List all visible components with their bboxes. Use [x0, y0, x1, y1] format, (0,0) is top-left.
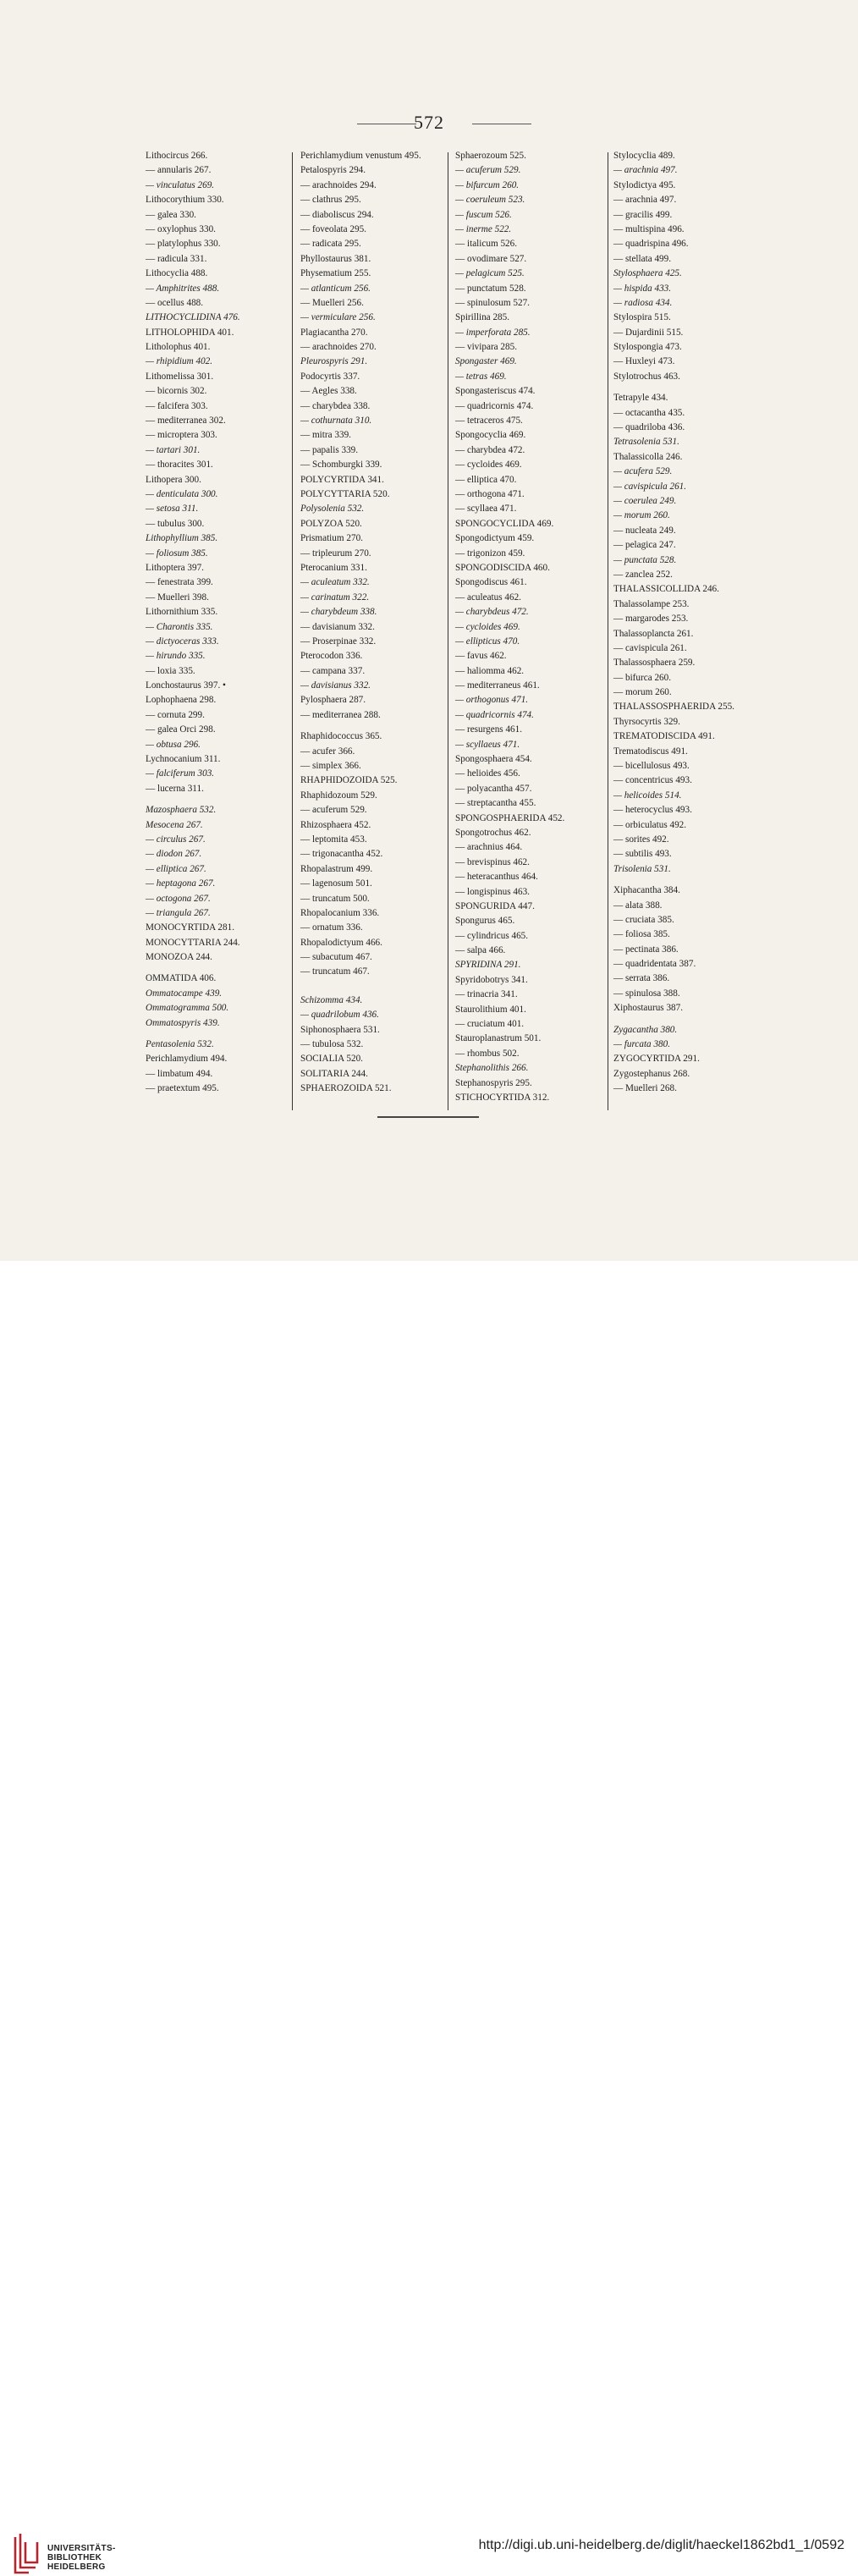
index-entry: Lithomelissa 301.: [146, 371, 214, 382]
index-entry: Trisolenia 531.: [613, 863, 671, 874]
index-entry: — coerulea 249.: [613, 495, 677, 506]
index-column-4: [613, 149, 734, 1097]
index-entry: — polyacantha 457.: [455, 783, 532, 794]
column-separator: [292, 152, 293, 1110]
index-column-1: [146, 149, 240, 1097]
index-entry: Spongurus 465.: [455, 916, 515, 927]
index-entry: Spongosphaera 454.: [455, 754, 532, 765]
index-entry: — scyllaea 471.: [455, 504, 517, 515]
index-entry: — coeruleum 523.: [455, 195, 525, 206]
index-entry: — quadrispina 496.: [613, 239, 689, 250]
index-entry: Lychnocanium 311.: [146, 754, 221, 765]
index-entry: — bicellulosus 493.: [613, 761, 690, 772]
index-entry: — mediterranea 288.: [300, 709, 381, 720]
index-entry: Pleurospyris 291.: [300, 356, 368, 367]
index-entry: — orthogonus 471.: [455, 695, 529, 706]
index-entry: — ovodimare 527.: [455, 253, 527, 264]
index-entry: — concentricus 493.: [613, 775, 692, 786]
index-entry: Stylodictya 495.: [613, 179, 676, 190]
index-entry: — radicula 331.: [146, 253, 207, 264]
index-entry: Pylosphaera 287.: [300, 695, 366, 706]
index-entry: Stylospongia 473.: [613, 342, 682, 353]
index-entry: Spyridobotrys 341.: [455, 974, 528, 985]
index-entry: Lithocyclia 488.: [146, 268, 208, 279]
index-column-2: [300, 149, 421, 1097]
index-entry: — clathrus 295.: [300, 195, 361, 206]
index-entry: — resurgens 461.: [455, 724, 523, 735]
index-entry: — denticulata 300.: [146, 488, 218, 499]
index-entry: Zygacantha 380.: [613, 1024, 678, 1035]
index-entry: — haliomma 462.: [455, 665, 525, 676]
index-entry: — charybdea 472.: [455, 444, 525, 455]
index-entry: Ommatogramma 500.: [146, 1003, 229, 1014]
index-entry: THALASSOSPHAERIDA 255.: [613, 702, 734, 713]
index-entry: Petalospyris 294.: [300, 165, 366, 176]
index-entry: Thalassosphaera 259.: [613, 658, 696, 669]
index-entry: SOLITARIA 244.: [300, 1068, 368, 1079]
index-entry: — triangula 267.: [146, 907, 211, 918]
index-entry: Spongodictyum 459.: [455, 533, 535, 544]
index-entry: — aculeatum 332.: [300, 577, 370, 588]
index-entry: — stellata 499.: [613, 253, 672, 264]
index-entry: — cavispicula 261.: [613, 642, 687, 653]
entry-gap: [300, 980, 421, 987]
source-url[interactable]: http://digi.ub.uni-heidelberg.de/diglit/haeckel1862bd1_1/0592: [478, 2538, 844, 2552]
index-entry: — sorites 492.: [613, 834, 669, 845]
index-entry: — simplex 366.: [300, 761, 361, 772]
index-entry: — cornuta 299.: [146, 709, 205, 720]
index-entry: Stephanospyris 295.: [455, 1077, 532, 1088]
index-entry: — orbiculatus 492.: [613, 819, 687, 830]
index-entry: — inerme 522.: [455, 223, 512, 234]
entry-gap: [613, 877, 734, 883]
index-entry: — praetextum 495.: [146, 1083, 219, 1094]
index-entry: Thalassicolla 246.: [613, 451, 683, 462]
index-entry: — galea 330.: [146, 209, 196, 220]
index-entry: — tartari 301.: [146, 444, 201, 455]
entry-gap: [146, 796, 240, 803]
index-entry: THALASSICOLLIDA 246.: [613, 584, 719, 595]
index-entry: — spinulosa 388.: [613, 988, 680, 999]
index-entry: Spongotrochus 462.: [455, 827, 531, 838]
index-entry: — quadricornis 474.: [455, 709, 534, 720]
page-number: 572: [414, 112, 444, 133]
index-entry: — cothurnata 310.: [300, 416, 372, 427]
index-entry: OMMATIDA 406.: [146, 973, 217, 984]
index-entry: Litholophus 401.: [146, 342, 211, 353]
index-entry: Physematium 255.: [300, 268, 371, 279]
index-entry: — cruciatum 401.: [455, 1019, 525, 1030]
index-entry: Rhopalastrum 499.: [300, 863, 373, 874]
index-entry: — subacutum 467.: [300, 952, 372, 963]
index-entry: Ommatospyris 439.: [146, 1017, 220, 1028]
index-entry: Pterocodon 336.: [300, 651, 363, 662]
index-entry: Sphaerozoum 525.: [455, 151, 526, 161]
index-entry: — cruciata 385.: [613, 914, 674, 925]
index-entry: — annularis 267.: [146, 165, 212, 176]
index-entry: STICHOCYRTIDA 312.: [455, 1093, 550, 1103]
index-entry: — charybdea 338.: [300, 400, 371, 411]
index-entry: Thalassolampe 253.: [613, 598, 690, 609]
index-entry: Stephanolithis 266.: [455, 1063, 529, 1074]
index-entry: — truncatum 500.: [300, 893, 370, 904]
index-entry: — tubulus 300.: [146, 518, 205, 529]
index-entry: Lithopera 300.: [146, 474, 201, 485]
index-entry: Lithoptera 397.: [146, 562, 204, 573]
index-entry: — trigonacantha 452.: [300, 849, 383, 860]
entry-gap: [146, 1031, 240, 1038]
index-entry: Phyllostaurus 381.: [300, 253, 371, 264]
index-entry: MONOZOA 244.: [146, 952, 212, 963]
index-entry: — trigonizon 459.: [455, 548, 525, 559]
index-entry: — punctatum 528.: [455, 283, 526, 294]
index-entry: — favus 462.: [455, 651, 507, 662]
index-entry: — lagenosum 501.: [300, 878, 372, 889]
index-entry: — fenestrata 399.: [146, 577, 213, 588]
index-entry: Perichlamydium venustum 495.: [300, 151, 421, 161]
index-entry: SPONGURIDA 447.: [455, 900, 535, 911]
viewer-footer: [0, 1261, 858, 2572]
index-entry: Xiphostaurus 387.: [613, 1003, 684, 1014]
index-entry: — longispinus 463.: [455, 886, 530, 897]
index-entry: Spongasteriscus 474.: [455, 386, 536, 397]
index-entry: Perichlamydium 494.: [146, 1054, 228, 1065]
index-entry: — foliosum 385.: [146, 548, 208, 559]
index-entry: — rhombus 502.: [455, 1048, 520, 1059]
index-entry: — scyllaeus 471.: [455, 739, 520, 750]
index-entry: — vivipara 285.: [455, 342, 518, 353]
index-entry: — heterocyclus 493.: [613, 805, 692, 816]
index-entry: — tetras 469.: [455, 371, 507, 382]
index-entry: — arachnia 497.: [613, 195, 677, 206]
index-entry: RHAPHIDOZOIDA 525.: [300, 775, 398, 786]
index-entry: Trematodiscus 491.: [613, 746, 688, 757]
index-entry: — truncatum 467.: [300, 966, 370, 977]
bottom-rule: [377, 1116, 479, 1118]
index-entry: — quadridentata 387.: [613, 959, 696, 970]
index-entry: Mazosphaera 532.: [146, 805, 217, 816]
library-name: UNIVERSITÄTS- BIBLIOTHEK HEIDELBERG: [47, 2544, 116, 2572]
entry-gap: [300, 987, 421, 994]
index-entry: SPONGODISCIDA 460.: [455, 562, 550, 573]
index-entry: — Muelleri 256.: [300, 297, 364, 308]
index-entry: — obtusa 296.: [146, 739, 201, 750]
index-entry: — arachnoides 270.: [300, 342, 377, 353]
index-entry: — heptagona 267.: [146, 878, 216, 889]
index-entry: — vermiculare 256.: [300, 312, 376, 323]
index-entry: — falcifera 303.: [146, 400, 208, 411]
index-entry: — spinulosum 527.: [455, 297, 530, 308]
index-entry: — papalis 339.: [300, 444, 359, 455]
index-entry: Polysolenia 532.: [300, 504, 365, 515]
index-entry: SOCIALIA 520.: [300, 1054, 363, 1065]
index-entry: — bicornis 302.: [146, 386, 207, 397]
index-entry: — oxylophus 330.: [146, 223, 216, 234]
index-entry: — trinacria 341.: [455, 989, 518, 1000]
index-entry: — elliptica 470.: [455, 474, 517, 485]
index-entry: — foliosa 385.: [613, 929, 670, 940]
index-entry: — microptera 303.: [146, 430, 217, 441]
index-entry: — loxia 335.: [146, 665, 195, 676]
index-entry: — arachnius 464.: [455, 842, 523, 853]
index-entry: Stylotrochus 463.: [613, 371, 680, 382]
index-entry: TREMATODISCIDA 491.: [613, 731, 715, 742]
index-entry: — Muelleri 268.: [613, 1083, 677, 1094]
index-entry: — charybdeus 472.: [455, 607, 529, 618]
index-entry: POLYCYTTARIA 520.: [300, 488, 390, 499]
index-entry: Rhaphidococcus 365.: [300, 731, 382, 742]
index-entry: — helioides 456.: [455, 768, 520, 779]
index-entry: — margarodes 253.: [613, 614, 689, 625]
index-entry: Spongocyclia 469.: [455, 430, 526, 441]
index-entry: — foveolata 295.: [300, 223, 366, 234]
index-entry: SPONGOSPHAERIDA 452.: [455, 812, 565, 823]
index-entry: — Dujardinii 515.: [613, 327, 684, 338]
index-entry: — tetraceros 475.: [455, 416, 523, 427]
index-entry: — aculeatus 462.: [455, 592, 521, 603]
index-entry: — davisianus 332.: [300, 680, 371, 691]
index-entry: — ornatum 336.: [300, 922, 363, 933]
index-entry: — campana 337.: [300, 665, 366, 676]
index-entry: — Proserpinae 332.: [300, 636, 377, 647]
index-entry: Staurolithium 401.: [455, 1004, 526, 1015]
index-column-3: [455, 149, 564, 1105]
entry-gap: [613, 384, 734, 391]
index-entry: MONOCYTTARIA 244.: [146, 937, 240, 948]
index-entry: — bifurcum 260.: [455, 179, 520, 190]
index-entry: — fuscum 526.: [455, 209, 512, 220]
index-entry: Rhaphidozoum 529.: [300, 790, 377, 801]
index-entry: LITHOLOPHIDA 401.: [146, 327, 234, 338]
index-entry: — brevispinus 462.: [455, 856, 530, 867]
index-entry: — Charontis 335.: [146, 621, 213, 632]
index-entry: POLYZOA 520.: [300, 518, 362, 529]
index-entry: — mediterranea 302.: [146, 416, 226, 427]
index-entry: Siphonosphaera 531.: [300, 1024, 380, 1035]
index-entry: — setosa 311.: [146, 504, 199, 515]
index-entry: Lophophaena 298.: [146, 695, 217, 706]
index-entry: Thalassoplancta 261.: [613, 628, 694, 639]
index-entry: Stauroplanastrum 501.: [455, 1033, 542, 1044]
index-entry: — elliptica 267.: [146, 863, 206, 874]
index-entry: — vinculatus 269.: [146, 179, 215, 190]
index-entry: — galea Orci 298.: [146, 724, 216, 735]
index-entry: — orthogona 471.: [455, 488, 525, 499]
index-entry: — dictyoceras 333.: [146, 636, 219, 647]
index-entry: — radiosa 434.: [613, 297, 673, 308]
index-entry: Rhopalocanium 336.: [300, 907, 380, 918]
index-entry: — quadrilobum 436.: [300, 1010, 379, 1021]
index-entry: — pelagica 247.: [613, 540, 676, 551]
index-entry: — gracilis 499.: [613, 209, 673, 220]
index-entry: Tetrapyle 434.: [613, 393, 668, 404]
index-entry: Tetrasolenia 531.: [613, 437, 679, 448]
index-entry: — octogona 267.: [146, 893, 211, 904]
index-entry: — leptomita 453.: [300, 834, 367, 845]
index-entry: Plagiacantha 270.: [300, 327, 368, 338]
index-entry: — heteracanthus 464.: [455, 872, 538, 883]
index-entry: — thoracites 301.: [146, 460, 213, 471]
index-entry: — punctata 528.: [613, 554, 677, 565]
index-entry: — multispina 496.: [613, 223, 685, 234]
index-entry: — platylophus 330.: [146, 239, 221, 250]
entry-gap: [300, 723, 421, 729]
index-entry: — circulus 267.: [146, 834, 206, 845]
index-entry: — lucerna 311.: [146, 783, 204, 794]
entry-gap: [613, 1016, 734, 1023]
index-entry: — acufer 366.: [300, 746, 355, 757]
index-entry: Rhizosphaera 452.: [300, 819, 371, 830]
index-entry: — helicoides 514.: [613, 790, 682, 801]
index-entry: Spirillina 285.: [455, 312, 510, 323]
index-entry: Spongodiscus 461.: [455, 577, 527, 588]
index-entry: Rhopalodictyum 466.: [300, 937, 382, 948]
index-entry: Lithocircus 266.: [146, 151, 208, 161]
index-entry: — arachnia 497.: [613, 165, 678, 176]
index-entry: — acuferum 529.: [455, 165, 521, 176]
index-entry: Spongaster 469.: [455, 356, 517, 367]
index-entry: — cylindricus 465.: [455, 930, 529, 941]
index-entry: — radicata 295.: [300, 239, 361, 250]
index-entry: — Amphitrites 488.: [146, 283, 220, 294]
index-entry: — streptacantha 455.: [455, 798, 536, 809]
index-entry: Ommatocampe 439.: [146, 988, 223, 999]
index-entry: Lithophyllium 385.: [146, 533, 218, 544]
index-entry: — zanclea 252.: [613, 569, 673, 580]
index-entry: — italicum 526.: [455, 239, 518, 250]
index-entry: Thyrsocyrtis 329.: [613, 716, 680, 727]
index-entry: — furcata 380.: [613, 1039, 671, 1050]
index-entry: — davisianum 332.: [300, 621, 375, 632]
index-entry: Prismatium 270.: [300, 533, 363, 544]
index-entry: — diaboliscus 294.: [300, 209, 374, 220]
index-entry: — mediterraneus 461.: [455, 680, 540, 691]
index-entry: — tripleurum 270.: [300, 548, 371, 559]
index-entry: — ellipticus 470.: [455, 636, 520, 647]
index-entry: Mesocena 267.: [146, 819, 203, 830]
index-entry: — cavispicula 261.: [613, 481, 687, 492]
index-entry: — falciferum 303.: [146, 768, 215, 779]
index-entry: POLYCYRTIDA 341.: [300, 474, 384, 485]
index-entry: — atlanticum 256.: [300, 283, 371, 294]
index-entry: SPONGOCYCLIDA 469.: [455, 518, 554, 529]
index-entry: Zygostephanus 268.: [613, 1068, 690, 1079]
index-entry: — nucleata 249.: [613, 525, 676, 536]
index-entry: — tubulosa 532.: [300, 1039, 364, 1050]
index-entry: Lithornithium 335.: [146, 607, 218, 618]
index-entry: — limbatum 494.: [146, 1068, 213, 1079]
index-entry: — Schomburgki 339.: [300, 460, 382, 471]
index-entry: Lithocorythium 330.: [146, 195, 224, 206]
index-entry: — acufera 529.: [613, 466, 673, 477]
scanned-page: [0, 0, 858, 1261]
index-entry: Pterocanium 331.: [300, 562, 367, 573]
library-logo-icon: [10, 2530, 41, 2576]
index-entry: Xiphacantha 384.: [613, 885, 680, 896]
index-entry: — hirundo 335.: [146, 651, 206, 662]
index-entry: Stylocyclia 489.: [613, 151, 675, 161]
index-entry: — quadricornis 474.: [455, 400, 534, 411]
index-entry: — cycloides 469.: [455, 621, 520, 632]
index-entry: — Huxleyi 473.: [613, 356, 675, 367]
index-entry: — salpa 466.: [455, 945, 506, 956]
index-entry: — pelagicum 525.: [455, 268, 525, 279]
index-entry: Schizomma 434.: [300, 994, 363, 1005]
index-entry: — Aegles 338.: [300, 386, 357, 397]
index-entry: Stylospira 515.: [613, 312, 671, 323]
index-entry: — charybdeum 338.: [300, 607, 377, 618]
index-entry: — pectinata 386.: [613, 944, 679, 955]
index-entry: — carinatum 322.: [300, 592, 370, 603]
index-entry: — arachnoides 294.: [300, 179, 377, 190]
index-entry: — hispida 433.: [613, 283, 672, 294]
index-entry: — serrata 386.: [613, 973, 670, 984]
index-entry: — morum 260.: [613, 687, 672, 698]
index-entry: ZYGOCYRTIDA 291.: [613, 1054, 700, 1065]
index-entry: LITHOCYCLIDINA 476.: [146, 312, 240, 323]
index-entry: — bifurca 260.: [613, 672, 672, 683]
index-entry: Lonchostaurus 397. •: [146, 680, 226, 691]
index-entry: — diodon 267.: [146, 849, 202, 860]
index-entry: — octacantha 435.: [613, 407, 685, 418]
index-entry: — alata 388.: [613, 900, 663, 911]
index-entry: MONOCYRTIDA 281.: [146, 922, 234, 933]
entry-gap: [146, 965, 240, 972]
index-entry: — quadriloba 436.: [613, 422, 685, 433]
index-entry: — acuferum 529.: [300, 805, 367, 816]
index-entry: SPHAEROZOIDA 521.: [300, 1083, 392, 1094]
index-entry: — morum 260.: [613, 510, 670, 521]
index-entry: — rhipidium 402.: [146, 356, 213, 367]
index-entry: — subtilis 493.: [613, 849, 672, 860]
index-entry: — ocellus 488.: [146, 297, 204, 308]
index-entry: SPYRIDINA 291.: [455, 960, 521, 971]
index-entry: Podocyrtis 337.: [300, 371, 360, 382]
index-entry: — imperforata 285.: [455, 327, 531, 338]
index-entry: — Muelleri 398.: [146, 592, 209, 603]
index-entry: Pentasolenia 532.: [146, 1039, 214, 1050]
index-entry: — cycloides 469.: [455, 460, 522, 471]
index-entry: — mitra 339.: [300, 430, 351, 441]
index-entry: Stylosphaera 425.: [613, 268, 682, 279]
